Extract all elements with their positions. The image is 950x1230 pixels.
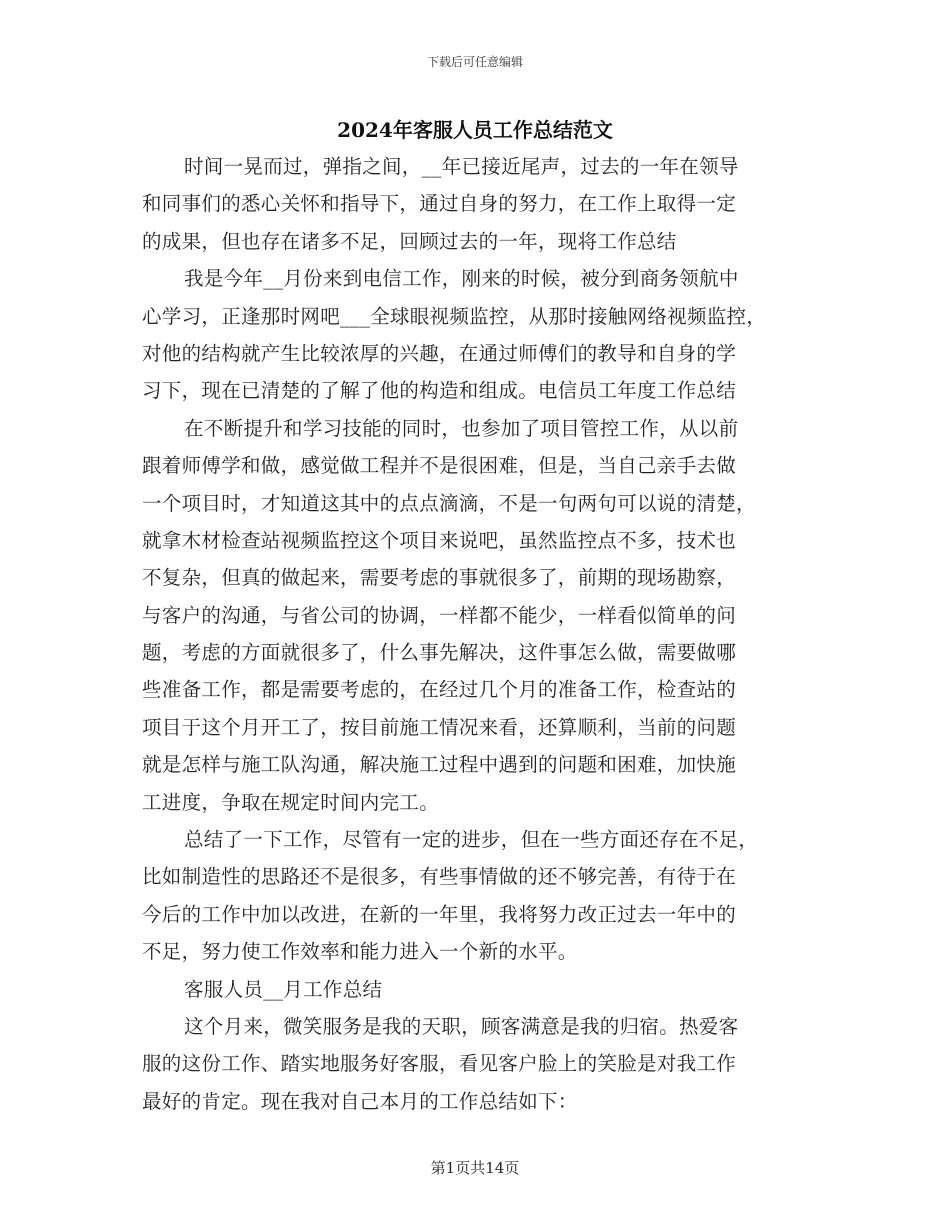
paragraph-line: 工进度，争取在规定时间内完工。 bbox=[142, 790, 440, 814]
paragraph-line: 服的这份工作、踏实地服务好客服，看见客户脸上的笑脸是对我工作 bbox=[142, 1052, 737, 1076]
paragraph-line: 这个月来，微笑服务是我的天职，顾客满意是我的归宿。热爱客 bbox=[184, 1014, 739, 1038]
paragraph-line: 跟着师傅学和做，感觉做工程并不是很困难，但是，当自己亲手去做 bbox=[142, 454, 737, 478]
paragraph-line: 一个项目时，才知道这其中的点点滴滴，不是一句两句可以说的清楚， bbox=[142, 491, 756, 515]
paragraph-line: 不足，努力使工作效率和能力进入一个新的水平。 bbox=[142, 940, 578, 964]
paragraph-line: 总结了一下工作，尽管有一定的进步，但在一些方面还存在不足， bbox=[184, 828, 759, 852]
paragraph-line: 项目于这个月开工了，按目前施工情况来看，还算顺利，当前的问题 bbox=[142, 715, 737, 739]
paragraph-line: 在不断提升和学习技能的同时，也参加了项目管控工作，从以前 bbox=[184, 416, 739, 440]
section-heading: 客服人员__月工作总结 bbox=[184, 977, 383, 1001]
paragraph-line: 最好的肯定。现在我对自己本月的工作总结如下： bbox=[142, 1089, 578, 1113]
paragraph-line: 比如制造性的思路还不是很多，有些事情做的还不够完善，有待于在 bbox=[142, 865, 737, 889]
paragraph-line: 些准备工作，都是需要考虑的，在经过几个月的准备工作，检查站的 bbox=[142, 678, 737, 702]
page-footer: 第1页共14页 bbox=[430, 1159, 520, 1177]
paragraph-line: 心学习，正逢那时网吧___全球眼视频监控，从那时接触网络视频监控， bbox=[142, 304, 767, 328]
paragraph-line: 不复杂，但真的做起来，需要考虑的事就很多了，前期的现场勘察， bbox=[142, 566, 737, 590]
paragraph-line: 今后的工作中加以改进，在新的一年里，我将努力改正过去一年中的 bbox=[142, 902, 737, 926]
paragraph-line: 和同事们的悉心关怀和指导下，通过自身的努力，在工作上取得一定 bbox=[142, 192, 737, 216]
paragraph-line: 的成果，但也存在诸多不足，回顾过去的一年，现将工作总结 bbox=[142, 229, 677, 253]
paragraph-line: 就是怎样与施工队沟通，解决施工过程中遇到的问题和困难，加快施 bbox=[142, 753, 737, 777]
document-body bbox=[142, 148, 822, 1120]
paragraph-line: 习下，现在已清楚的了解了他的构造和组成。电信员工年度工作总结 bbox=[142, 379, 737, 403]
paragraph-line: 时间一晃而过，弹指之间，__年已接近尾声，过去的一年在领导 bbox=[184, 155, 739, 178]
paragraph-line: 题，考虑的方面就很多了，什么事先解决，这件事怎么做，需要做哪 bbox=[142, 641, 737, 665]
paragraph-line: 对他的结构就产生比较浓厚的兴趣，在通过师傅们的教导和自身的学 bbox=[142, 341, 737, 365]
document-title: 2024年客服人员工作总结范文 bbox=[337, 118, 613, 142]
page-header: 下载后可任意编辑 bbox=[426, 55, 523, 69]
paragraph-line: 就拿木材检查站视频监控这个项目来说吧，虽然监控点不多，技术也 bbox=[142, 528, 737, 552]
paragraph-line: 与客户的沟通，与省公司的协调，一样都不能少，一样看似简单的问 bbox=[142, 603, 737, 627]
paragraph-line: 我是今年__月份来到电信工作，刚来的时候，被分到商务领航中 bbox=[184, 267, 739, 291]
